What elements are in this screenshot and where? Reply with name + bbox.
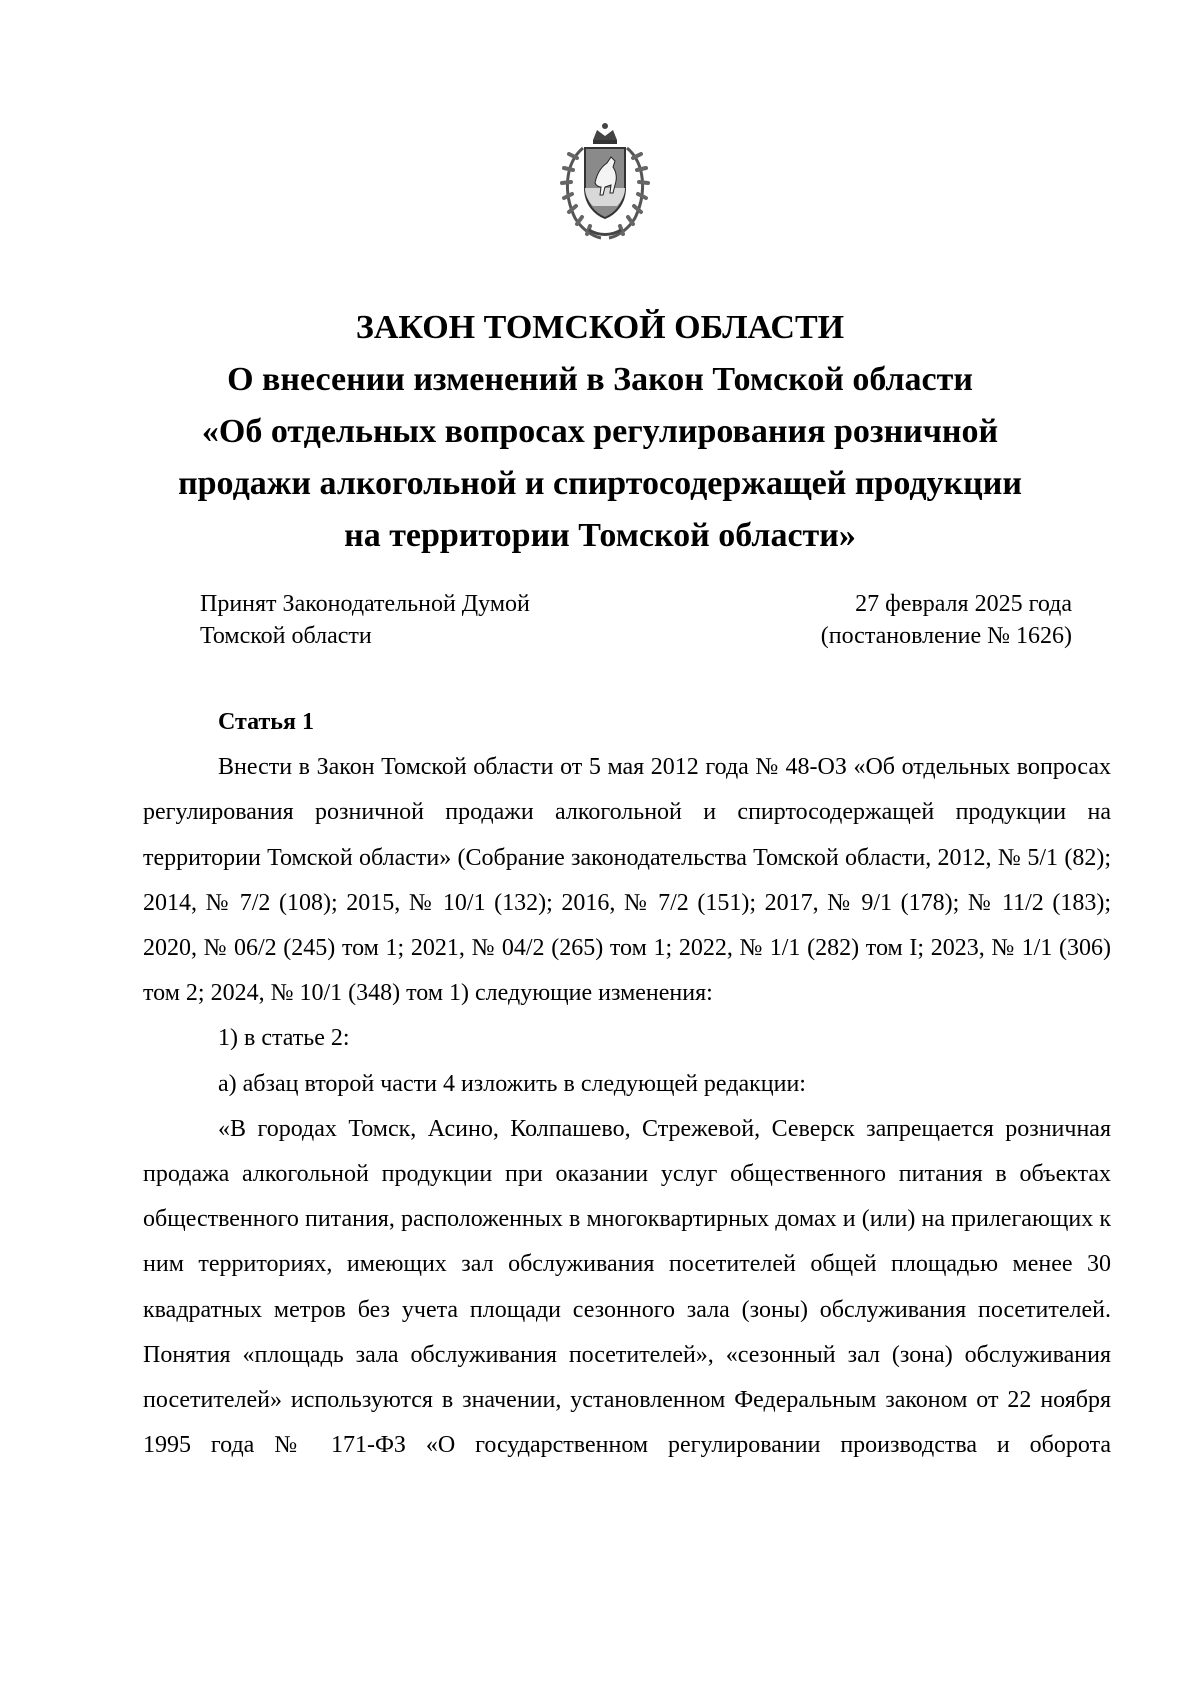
resolution-number: (постановление № 1626) — [820, 623, 1072, 649]
law-subtitle-line-3: продажи алкогольной и спиртосодержащей продукции — [178, 465, 1022, 502]
coat-of-arms-emblem — [555, 118, 655, 246]
article-intro-paragraph: Внести в Закон Томской области от 5 мая 2012 года № 48-ОЗ «Об отдельных вопросах регулирования розничной продажи алкогольной и спиртосодержащей продукции на территории Томской области» (Собрание законодательства Томской области, 2012, № 5/1 (82); 2014, № 7/2 (108); 2015, № 10/1 (132); 2016, № 7/2 (151); 2017, № 9/1 (178); № 11/2 (183); 2020, № 06/2 (245) том 1; 2021, № 04/2 (265) том 1; 2022, № 1/1 (282) том I; 2023, № 1/1 (306) том 2; 2024, № 10/1 (348) том 1) следующие изменения: — [143, 754, 1111, 1007]
law-title: ЗАКОН ТОМСКОЙ ОБЛАСТИ — [355, 309, 845, 346]
adopted-by-line-1: Принят Законодательной Думой — [200, 591, 530, 617]
item-1: 1) в статье 2: — [218, 1025, 350, 1052]
law-title-block — [130, 302, 1070, 562]
law-subtitle-line-1: О внесении изменений в Закон Томской области — [227, 361, 973, 398]
adopted-by-line-2: Томской области — [200, 623, 372, 649]
adopted-by-block — [200, 588, 530, 652]
adoption-date: 27 февраля 2025 года — [855, 591, 1072, 617]
law-subtitle-line-4: на территории Томской области» — [344, 517, 856, 554]
adoption-date-block — [821, 588, 1072, 652]
item-1a: а) абзац второй части 4 изложить в следующей редакции: — [218, 1070, 806, 1097]
law-subtitle-line-2: «Об отдельных вопросах регулирования розничной — [201, 413, 999, 450]
quoted-paragraph: «В городах Томск, Асино, Колпашево, Стрежевой, Северск запрещается розничная продажа алкогольной продукции при оказании услуг общественного питания в объектах общественного питания, расположенных в многоквартирных домах и (или) на прилегающих к ним территориях, имеющих зал обслуживания посетителей общей площадью менее 30 квадратных метров без учета площади сезонного зала (зоны) обслуживания посетителей. Понятия «площадь зала обслуживания посетителей», «сезонный зал (зона) обслуживания посетителей» используются в значении, установленном Федеральным законом от 22 ноября 1995 года № 171-ФЗ «О государственном регулировании производства и оборота — [143, 1115, 1111, 1459]
article-body — [143, 700, 1111, 1468]
article-heading: Статья 1 — [218, 709, 314, 735]
